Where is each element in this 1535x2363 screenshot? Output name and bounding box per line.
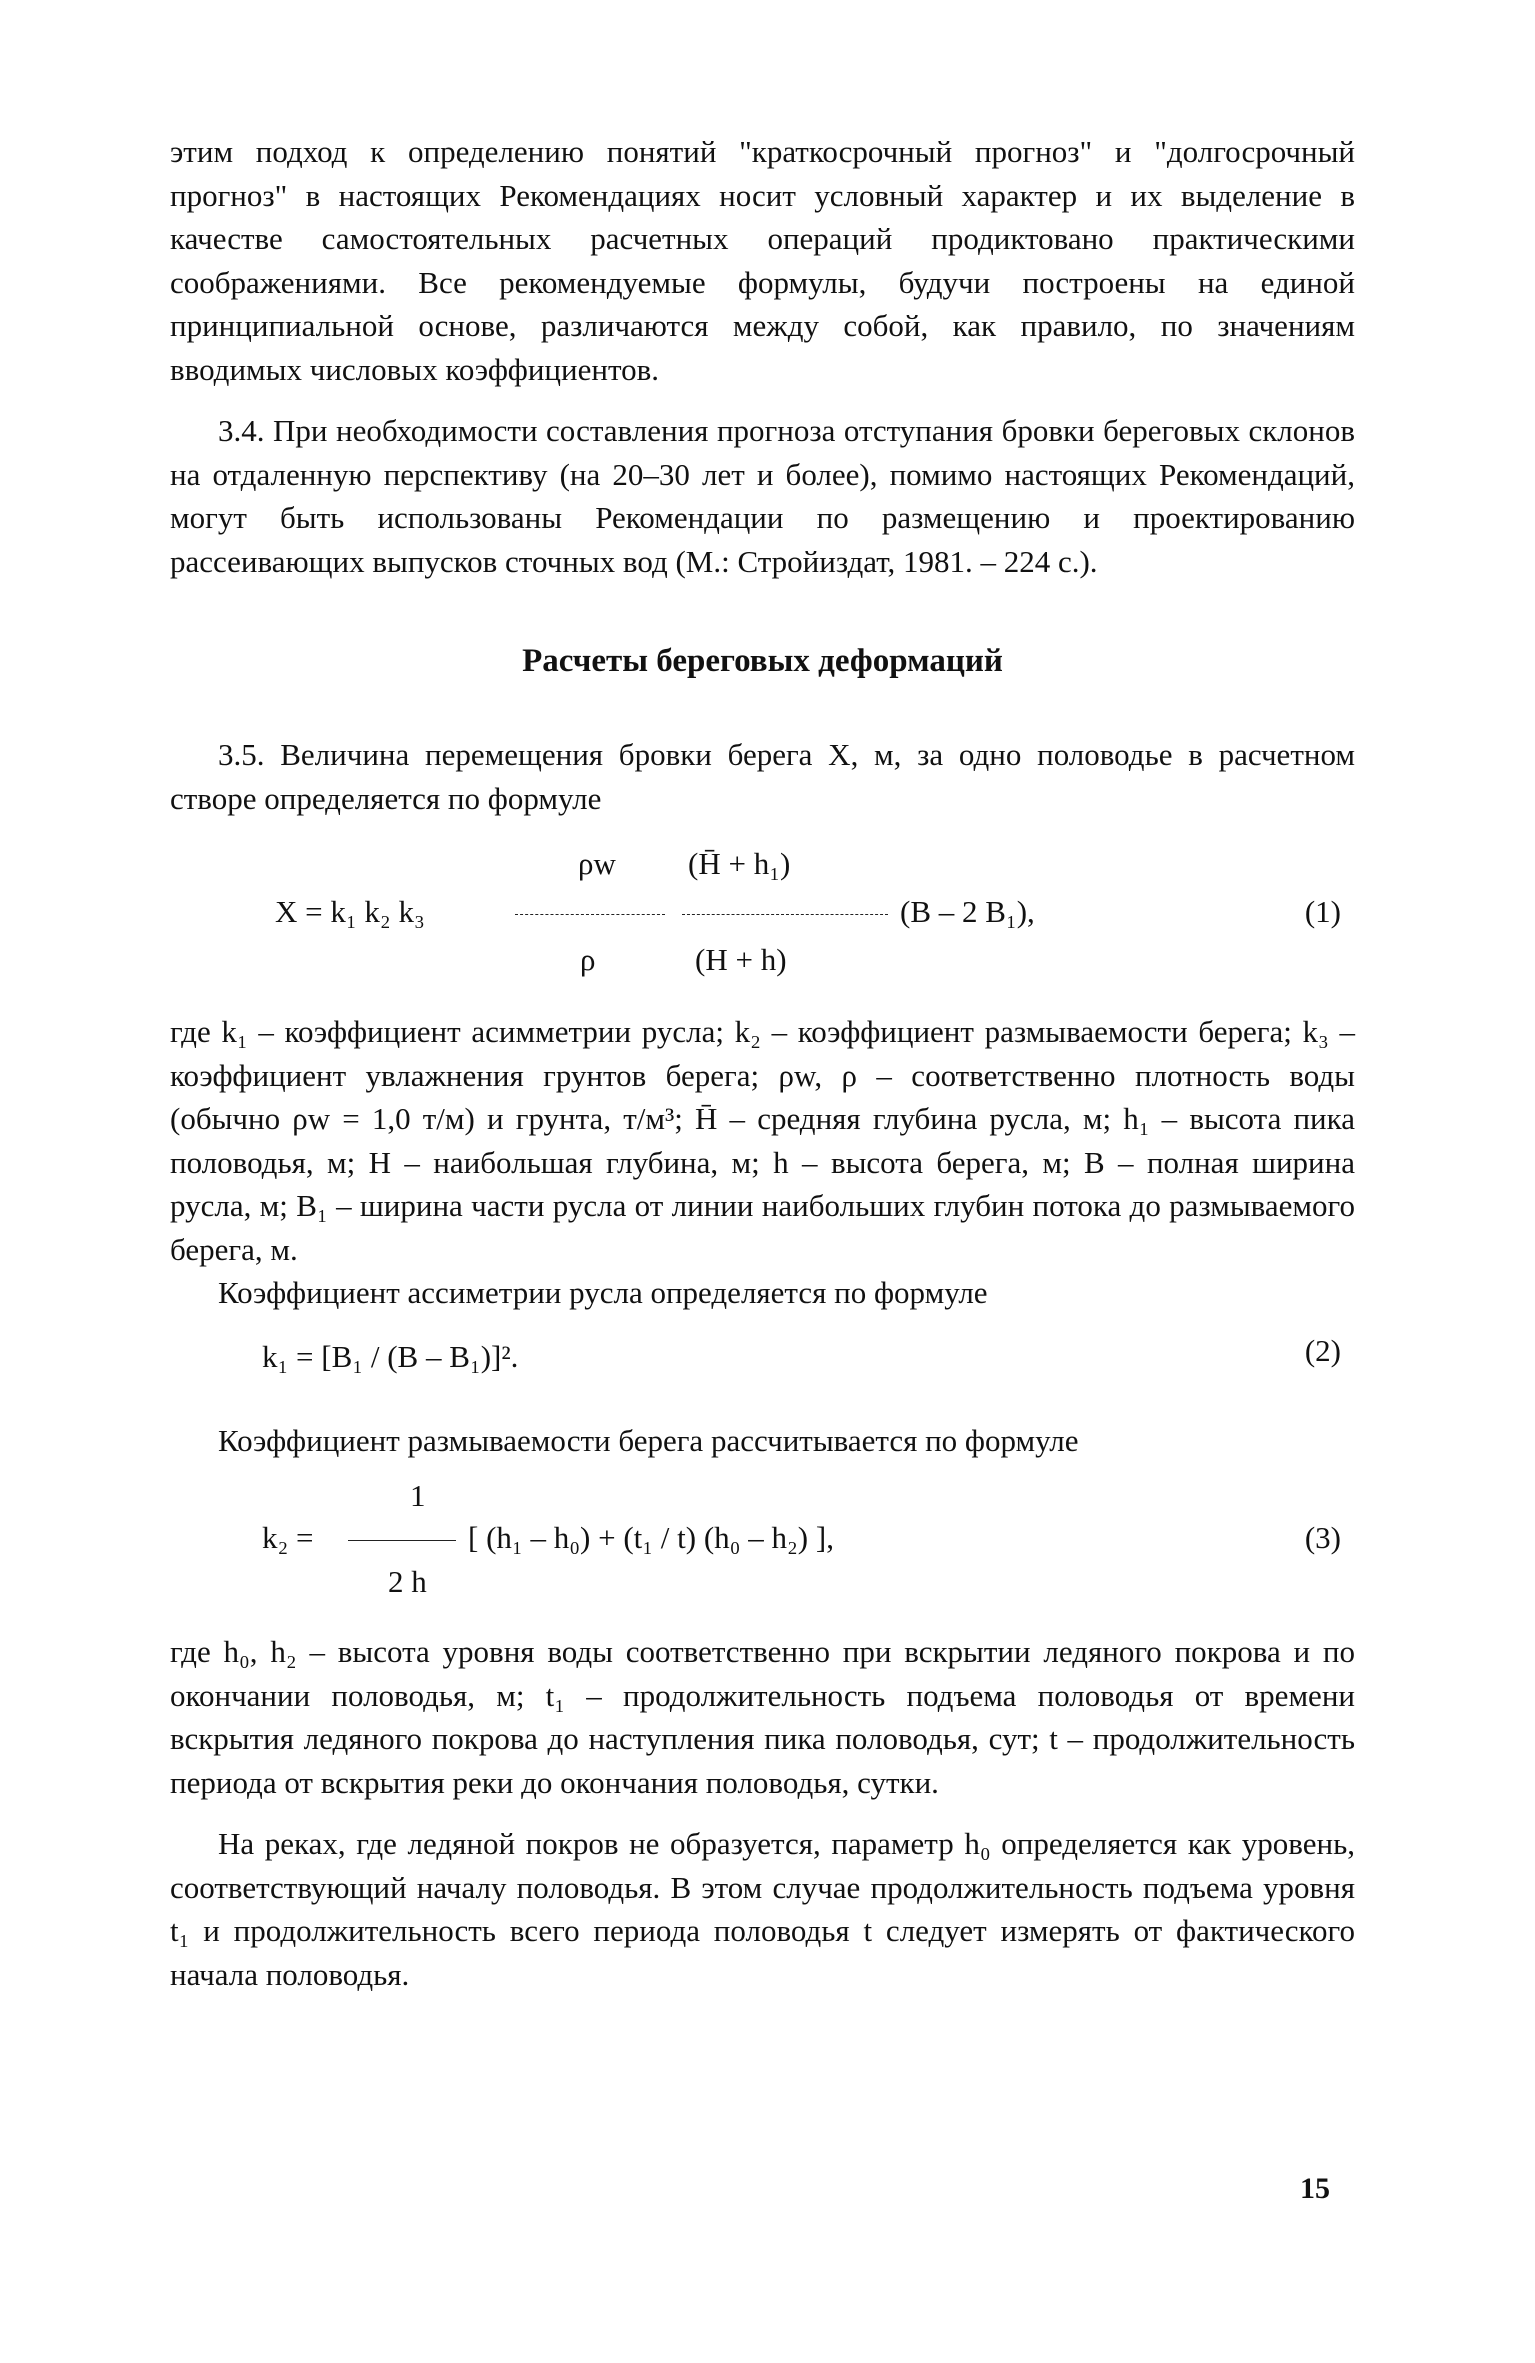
section-heading: Расчеты береговых деформаций xyxy=(522,643,1003,679)
formula-1-density-denominator: ρ xyxy=(580,942,596,977)
formula-1 xyxy=(170,842,1355,982)
paragraph-3-5: 3.5. Величина перемещения бровки берега X, м, за одно половодье в расчетном створе определяется по формуле xyxy=(170,737,1355,816)
formula-1-depth-denominator: (H + h) xyxy=(695,942,787,977)
formula-3-numerator: 1 xyxy=(410,1478,426,1513)
paragraph-erodibility-intro: Коэффициент размываемости берега рассчитывается по формуле xyxy=(218,1422,1079,1458)
formula-2-expression: k₁ = [B₁ / (B – B₁)]². xyxy=(262,1338,519,1374)
paragraph-intro: этим подход к определению понятий "краткосрочный прогноз" и "долгосрочный прогноз" в настоящих Рекомендациях носит условный характер и их выделение в качестве самостоятельных расчетных операций продиктовано практическими соображениями. Все рекомендуемые формулы, будучи построены на единой принципиальной основе, различаются между собой, как правило, по значениям вводимых числовых коэффициентов. xyxy=(170,134,1355,387)
document-page xyxy=(170,130,1355,1996)
formula-2 xyxy=(170,1329,1355,1389)
formula-3 xyxy=(170,1474,1355,1604)
paragraph-level-definitions: где h₀, h₂ – высота уровня воды соответственно при вскрытии ледяного покрова и по окончании половодья, м; t₁ – продолжительность подъема половодья от времени вскрытия ледяного покрова до наступления пика половодья, сут; t – продолжительность периода от вскрытия реки до окончания половодья, сутки. xyxy=(170,1634,1355,1800)
formula-1-density-numerator: ρw xyxy=(578,846,616,881)
page-number: 15 xyxy=(1300,2172,1330,2205)
formula-1-depth-numerator: (H̄ + h₁) xyxy=(688,846,791,881)
formula-3-fraction-bar xyxy=(348,1540,456,1541)
formula-3-lhs: k₂ = xyxy=(262,1520,314,1555)
paragraph-asymmetry-intro: Коэффициент ассиметрии русла определяется по формуле xyxy=(218,1275,988,1310)
paragraph-definitions: где k₁ – коэффициент асимметрии русла; k₂ – коэффициент размываемости берега; k₃ – коэффициент увлажнения грунтов берега; ρw, ρ – соответственно плотность воды (обычно ρw = 1,0 т/м) и грунта, т/м³; H̄ – средняя глубина русла, м; h₁ – высота пика половодья, м; H – наибольшая глубина, м; h – высота берега, м; B – полная ширина русла, м; B₁ – ширина части русла от линии наибольших глубин потока до размываемого берега, м. xyxy=(170,1014,1355,1267)
formula-1-fraction-bar-1 xyxy=(515,914,665,915)
formula-3-rhs: [ (h₁ – h₀) + (t₁ / t) (h₀ – h₂) ], xyxy=(468,1520,834,1555)
formula-3-denominator: 2 h xyxy=(388,1564,427,1599)
formula-1-number: (1) xyxy=(1304,894,1341,929)
paragraph-3-4: 3.4. При необходимости составления прогноза отступания бровки береговых склонов на отдаленную перспективу (на 20–30 лет и более), помимо настоящих Рекомендаций, могут быть использованы Рекомендации по размещению и проектированию рассеивающих выпусков сточных вод (М.: Стройиздат, 1981. – 224 с.). xyxy=(170,413,1355,579)
formula-1-rhs: (B – 2 B₁), xyxy=(900,894,1035,929)
formula-3-number: (3) xyxy=(1304,1520,1341,1555)
paragraph-no-ice: На реках, где ледяной покров не образуется, параметр h₀ определяется как уровень, соответствующий началу половодья. В этом случае продолжительность подъема уровня t₁ и продолжительность всего периода половодья t следует измерять от фактического начала половодья. xyxy=(170,1826,1355,1992)
formula-1-lhs: X = k₁ k₂ k₃ xyxy=(275,894,425,929)
formula-2-number: (2) xyxy=(1304,1332,1341,1368)
formula-1-fraction-bar-2 xyxy=(682,914,888,915)
